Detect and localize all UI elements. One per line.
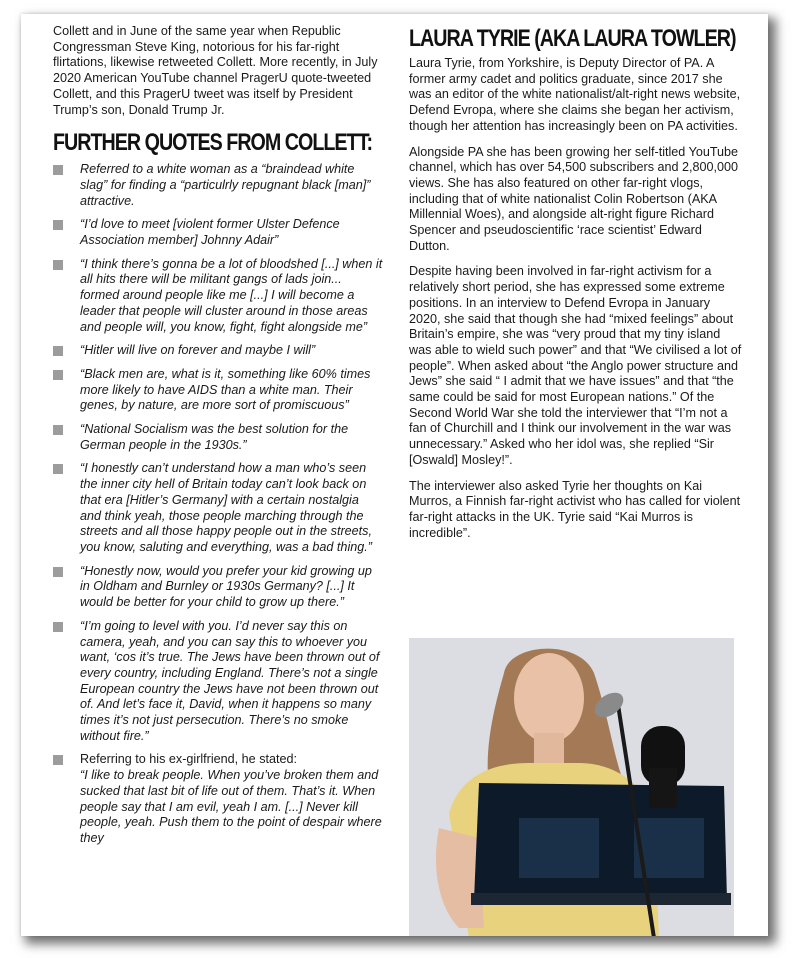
quote-text: “Honestly now, would you prefer your kid growing up in Oldham and Burnley or 1930s Germany? [...] It would be better for your child to grow up there.”: [80, 563, 372, 610]
square-bullet-icon: [53, 370, 63, 380]
square-bullet-icon: [53, 567, 63, 577]
body-paragraph: The interviewer also asked Tyrie her thoughts on Kai Murros, a Finnish far-right activist who has called for violent far-right attacks in the UK. Tyrie said “Kai Murros is incredible”.: [409, 478, 741, 540]
intro-paragraph: Collett and in June of the same year when Republic Congressman Steve King, notorious for his far-right flirtations, likewise retweeted Collett. More recently, in July 2020 American YouTube channel PragerU quote-tweeted Collett, and this PragerU tweet was itself by President Trump’s son, Donald Trump Jr.: [53, 24, 378, 117]
square-bullet-icon: [53, 165, 63, 175]
quote-item: [53, 461, 383, 555]
body-paragraph: Laura Tyrie, from Yorkshire, is Deputy Director of PA. A former army cadet and politics graduate, since 2017 she was an editor of the white nationalist/alt-right news website, Defend Evropa, where she claims she began her activism, though her attention has increasingly been on PA activities.: [409, 56, 741, 133]
quote-text: “Hitler will live on forever and maybe I will”: [80, 343, 316, 358]
face-shape: [514, 653, 584, 743]
square-bullet-icon: [53, 220, 63, 230]
quote-item: [53, 564, 383, 611]
quote-text: “I honestly can’t understand how a man who’s seen the inner city hell of Britain today can’t look back on that era [Hitler’s Germany] with a certain nostalgia and think yeah, those people marching through the streets and all those happy people out in the streets, you know, saluting and everything, was a bad thing.”: [80, 461, 372, 554]
quote-item: [53, 343, 383, 359]
left-column: [53, 24, 383, 855]
quote-text: “I’m going to level with you. I’d never say this on camera, yeah, and you can say this to whoever you want, ‘cos it’s true. The Jews have been thrown out of every country, including England. There’s not a single European country the Jews have not been thrown out of. And let’s face it, David, when it happens so many times it’s not just persecution. There’s no smoke without fire.”: [80, 618, 380, 743]
speaker-illustration: [409, 638, 734, 936]
body-paragraph: Alongside PA she has been growing her self-titled YouTube channel, which has over 54,500 subscribers and 2,800,000 views. She has also featured on other far-right vlogs, including that of white nationalist Colin Robertson (AKA Millennial Woes), and alongside alt-right figure Richard Spencer and pseudoscientific ‘race scientist’ Edward Dutton.: [409, 144, 739, 253]
quote-item: [53, 619, 383, 745]
speaker-photo: [409, 638, 734, 936]
quote-item: [53, 217, 383, 248]
square-bullet-icon: [53, 755, 63, 765]
quote-item: [53, 367, 383, 414]
quote-text: “I’d love to meet [violent former Ulster Defence Association member] Johnny Adair”: [80, 217, 340, 248]
document-page: [21, 14, 768, 936]
quote-text: “I think there’s gonna be a lot of bloodshed [...] when it all hits there will be militant gangs of lads join... formed around people like me [...] I will become a leader that people will cluster around in those areas and people will, you know, fight, fight alongside me”: [80, 256, 383, 334]
square-bullet-icon: [53, 425, 63, 435]
quote-text: Referred to a white woman as a “braindead white slag” for finding a “particulrly repugnant black [man]” attractive.: [80, 162, 371, 208]
square-bullet-icon: [53, 260, 63, 270]
quote-item: [53, 162, 383, 209]
further-quotes-heading: FURTHER QUOTES FROM COLLETT:: [53, 129, 373, 157]
quotes-list: [53, 162, 383, 846]
square-bullet-icon: [53, 622, 63, 632]
quote-prefix: Referring to his ex-girlfriend, he stated:: [80, 752, 297, 767]
quote-text: “Black men are, what is it, something like 60% times more likely to have AIDS than a white man. Their genes, by nature, are more sort of promiscuous”: [80, 366, 371, 413]
quote-item: [53, 752, 383, 846]
quote-text: “National Socialism was the best solution for the German people in the 1930s.”: [80, 422, 349, 452]
body-paragraph: Despite having been involved in far-right activism for a relatively short period, she has expressed some extreme positions. In an interview to Defend Evropa in January 2020, she said that though she had “mixed feelings” about Britain’s empire, she was “very proud that my tiny island was able to wield such power” and that “We civilised a lot of people”. When asked about “the Anglo power structure and Jews” she said “ I admit that we have issues” and that “the same could be said for most European nations.” Of the Second World War she told the interviewer that “I’m not a fan of Churchill and I think our involvement in the war was unnecessary.” Asked who her idol was, she replied “Sir [Oswald] Mosley!”.: [409, 264, 742, 467]
square-bullet-icon: [53, 346, 63, 356]
quote-item: [53, 257, 383, 336]
laura-tyrie-heading: LAURA TYRIE (AKA LAURA TOWLER): [409, 25, 736, 52]
quote-text: “I like to break people. When you’ve broken them and sucked that last bit of life out of them. That’s it. When people say that I am evil, yeah I am. [...] Never kill people, yeah. Push them to the point of despair where they: [80, 768, 382, 845]
right-column: [409, 24, 744, 551]
square-bullet-icon: [53, 464, 63, 474]
quote-item: [53, 422, 383, 453]
